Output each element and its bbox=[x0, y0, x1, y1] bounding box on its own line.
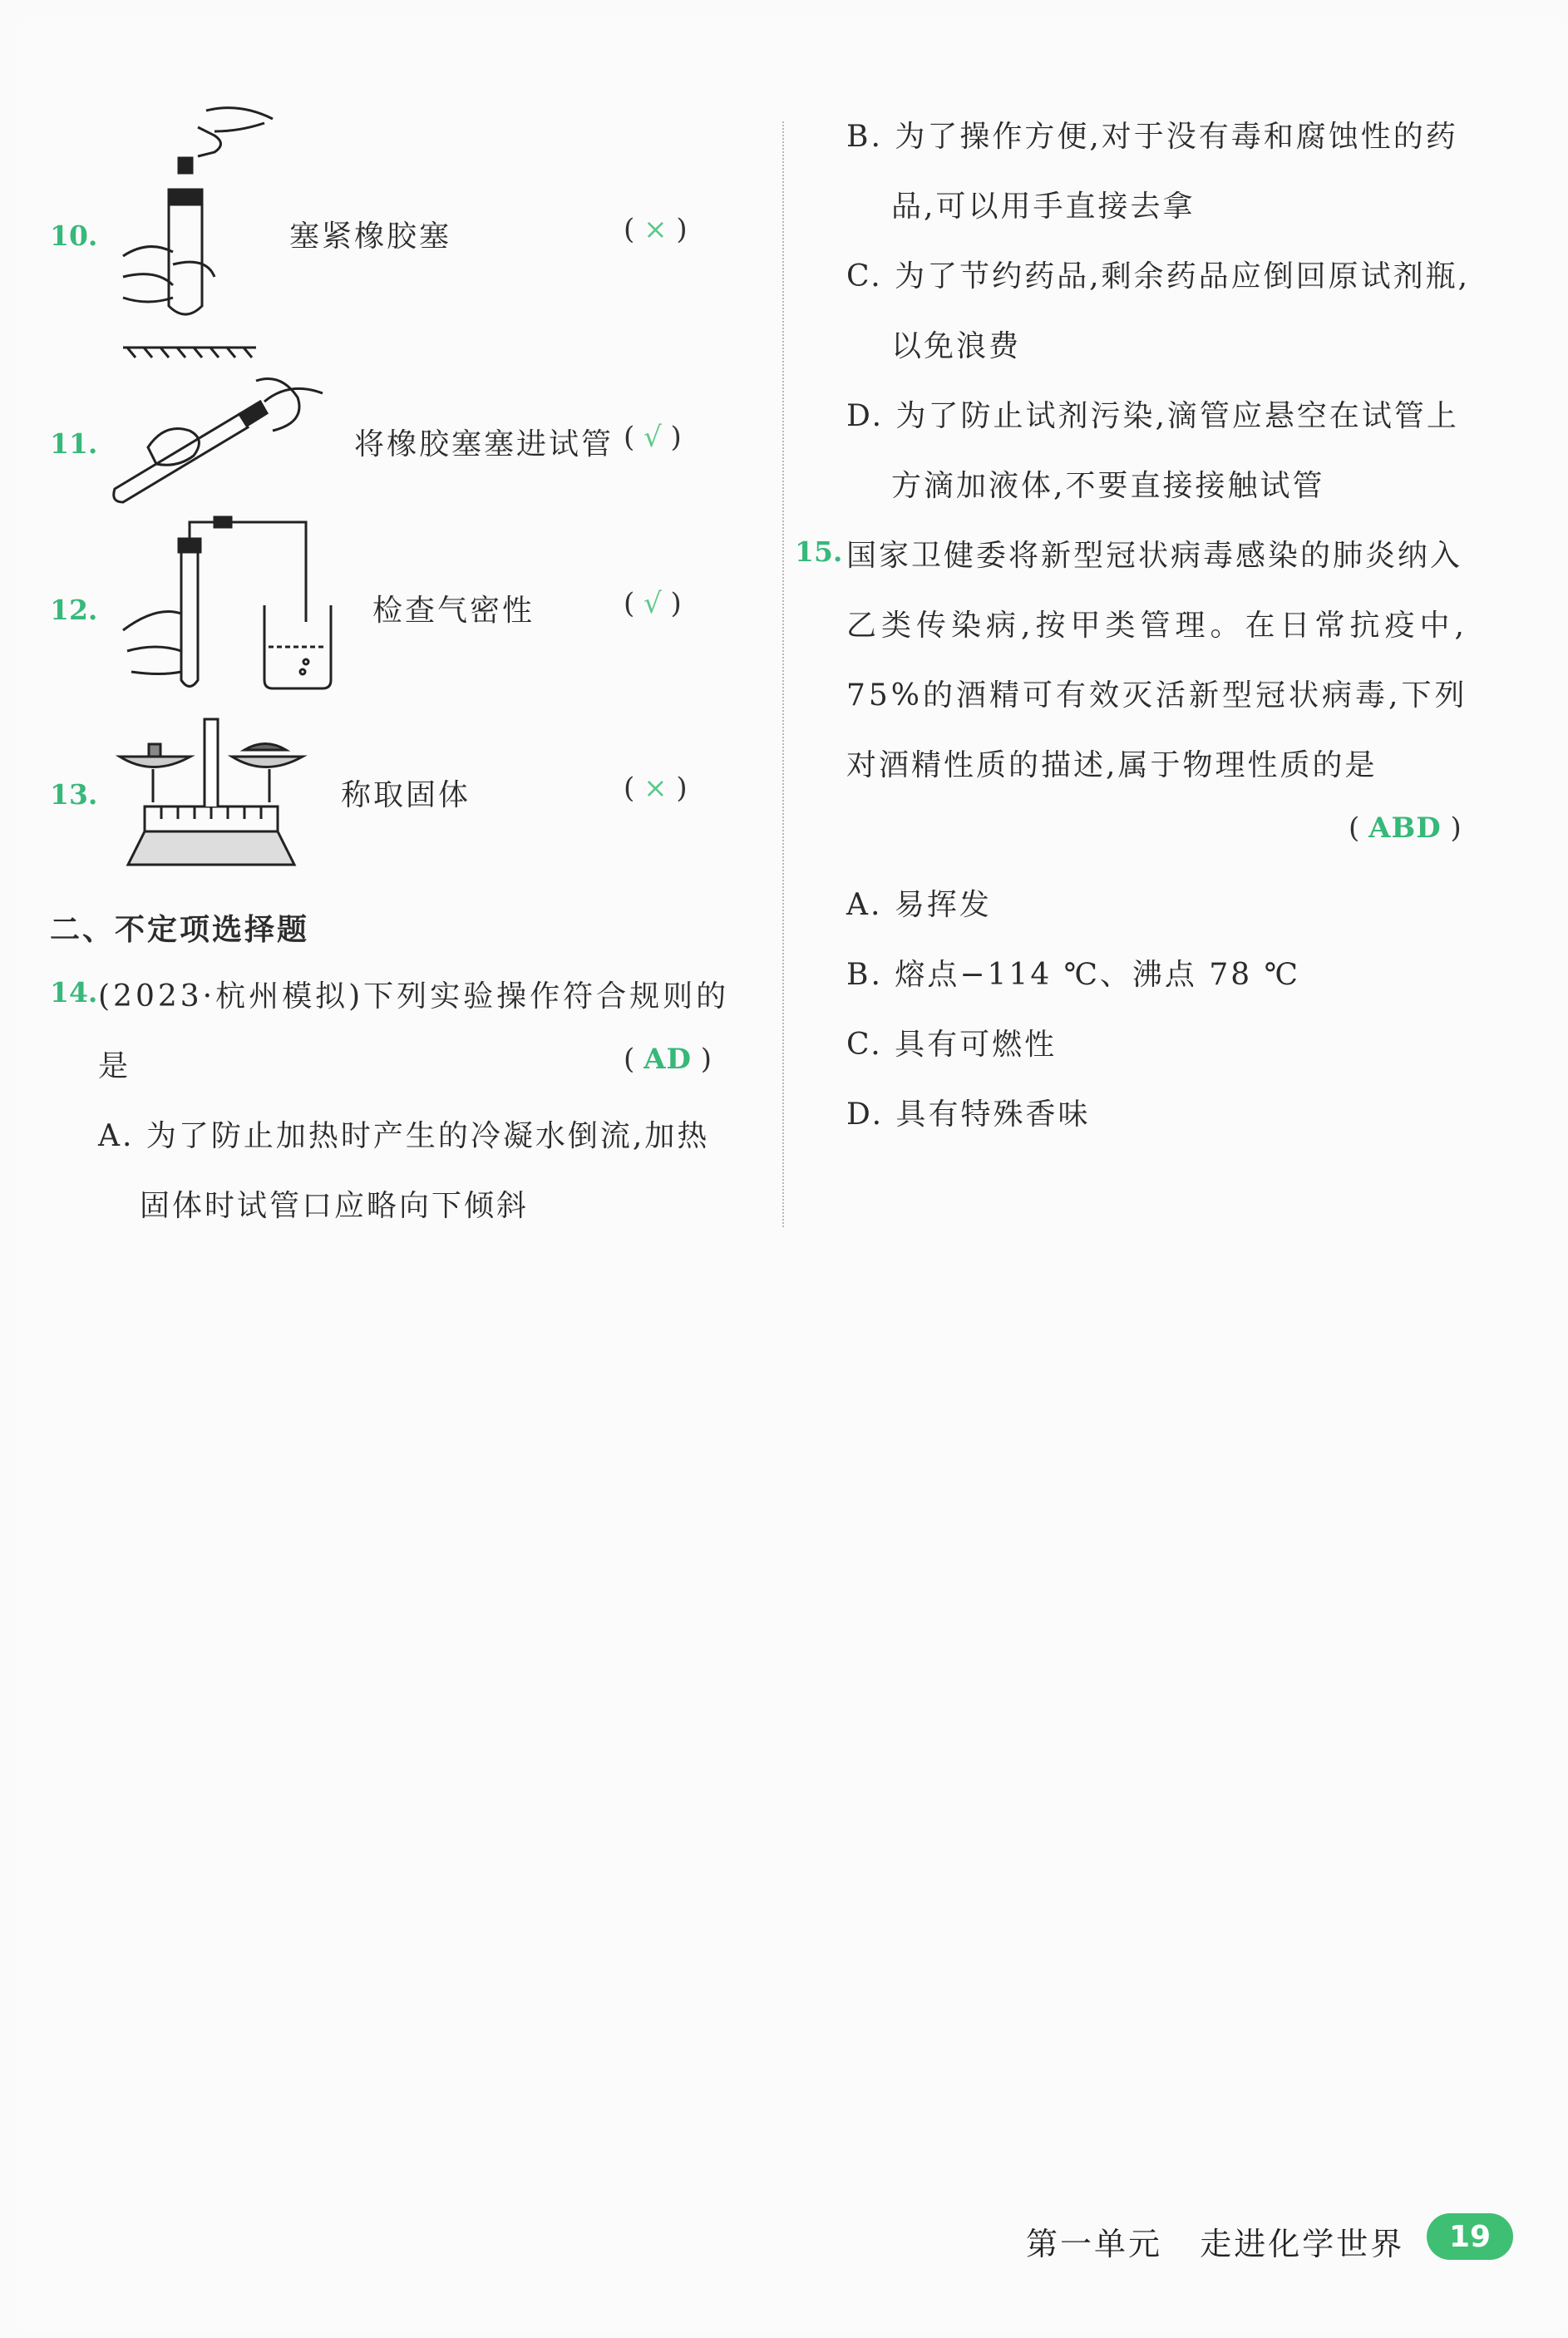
q15-option-b: B. 熔点−114 ℃、沸点 78 ℃ bbox=[846, 958, 1300, 992]
q14-option-d-line1: D. 为了防止试剂污染,滴管应悬空在试管上 bbox=[846, 399, 1459, 433]
q14-stem-line2: 是 bbox=[98, 1049, 131, 1083]
q14-stem-line1: (2023·杭州模拟)下列实验操作符合规则的 bbox=[98, 979, 730, 1014]
item-12-number: 12. bbox=[50, 594, 98, 626]
item-12-answer: ( √ ) bbox=[624, 587, 682, 620]
q15-option-c: C. 具有可燃性 bbox=[846, 1028, 1058, 1062]
q14-option-a-line2: 固体时试管口应略向下倾斜 bbox=[140, 1189, 530, 1223]
q14-answer: ( AD ) bbox=[624, 1043, 713, 1076]
page-number: 19 bbox=[1448, 2220, 1492, 2254]
q14-option-c-line2: 以免浪费 bbox=[891, 329, 1022, 363]
q14-number: 14. bbox=[50, 976, 98, 1009]
item-10-number: 10. bbox=[50, 219, 98, 252]
q15-option-d: D. 具有特殊香味 bbox=[846, 1097, 1091, 1132]
item-10-label: 塞紧橡胶塞 bbox=[289, 219, 452, 254]
item-12-label: 检查气密性 bbox=[372, 594, 535, 628]
q14-option-d-line2: 方滴加液体,不要直接接触试管 bbox=[891, 469, 1325, 503]
q14-option-b-line2: 品,可以用手直接去拿 bbox=[891, 190, 1196, 224]
item-11-label: 将橡胶塞塞进试管 bbox=[354, 427, 614, 461]
item-13-label: 称取固体 bbox=[341, 778, 471, 812]
q15-answer: ( ABD ) bbox=[1349, 811, 1462, 845]
footer-unit-title: 第一单元 走进化学世界 bbox=[1026, 2226, 1405, 2262]
q15-stem-line3: 75%的酒精可有效灭活新型冠状病毒,下列 bbox=[846, 678, 1468, 713]
balance-scale-figure bbox=[103, 698, 319, 873]
item-13-answer: ( × ) bbox=[624, 772, 688, 805]
item-11-answer: ( √ ) bbox=[624, 421, 682, 454]
q15-number: 15. bbox=[795, 535, 843, 568]
insert-stopper-figure bbox=[90, 98, 281, 364]
q15-stem-line2: 乙类传染病,按甲类管理。在日常抗疫中, bbox=[846, 609, 1469, 643]
column-divider bbox=[782, 121, 784, 1227]
item-11-number: 11. bbox=[50, 427, 98, 460]
page-number-badge bbox=[1427, 2213, 1513, 2260]
workbook-page bbox=[23, 23, 1561, 2331]
push-stopper-figure bbox=[98, 372, 339, 510]
section-heading: 二、不定项选择题 bbox=[50, 913, 310, 947]
q14-option-a-line1: A. 为了防止加热时产生的冷凝水倒流,加热 bbox=[98, 1119, 710, 1153]
q15-stem-line4: 对酒精性质的描述,属于物理性质的是 bbox=[846, 748, 1378, 782]
q14-option-c-line1: C. 为了节约药品,剩余药品应倒回原试剂瓶, bbox=[846, 259, 1471, 293]
item-10-answer: ( × ) bbox=[624, 213, 688, 246]
item-13-number: 13. bbox=[50, 778, 98, 811]
airtightness-check-figure bbox=[106, 514, 356, 697]
q15-option-a: A. 易挥发 bbox=[846, 888, 992, 922]
q14-option-b-line1: B. 为了操作方便,对于没有毒和腐蚀性的药 bbox=[846, 120, 1458, 154]
q15-stem-line1: 国家卫健委将新型冠状病毒感染的肺炎纳入 bbox=[846, 539, 1463, 573]
